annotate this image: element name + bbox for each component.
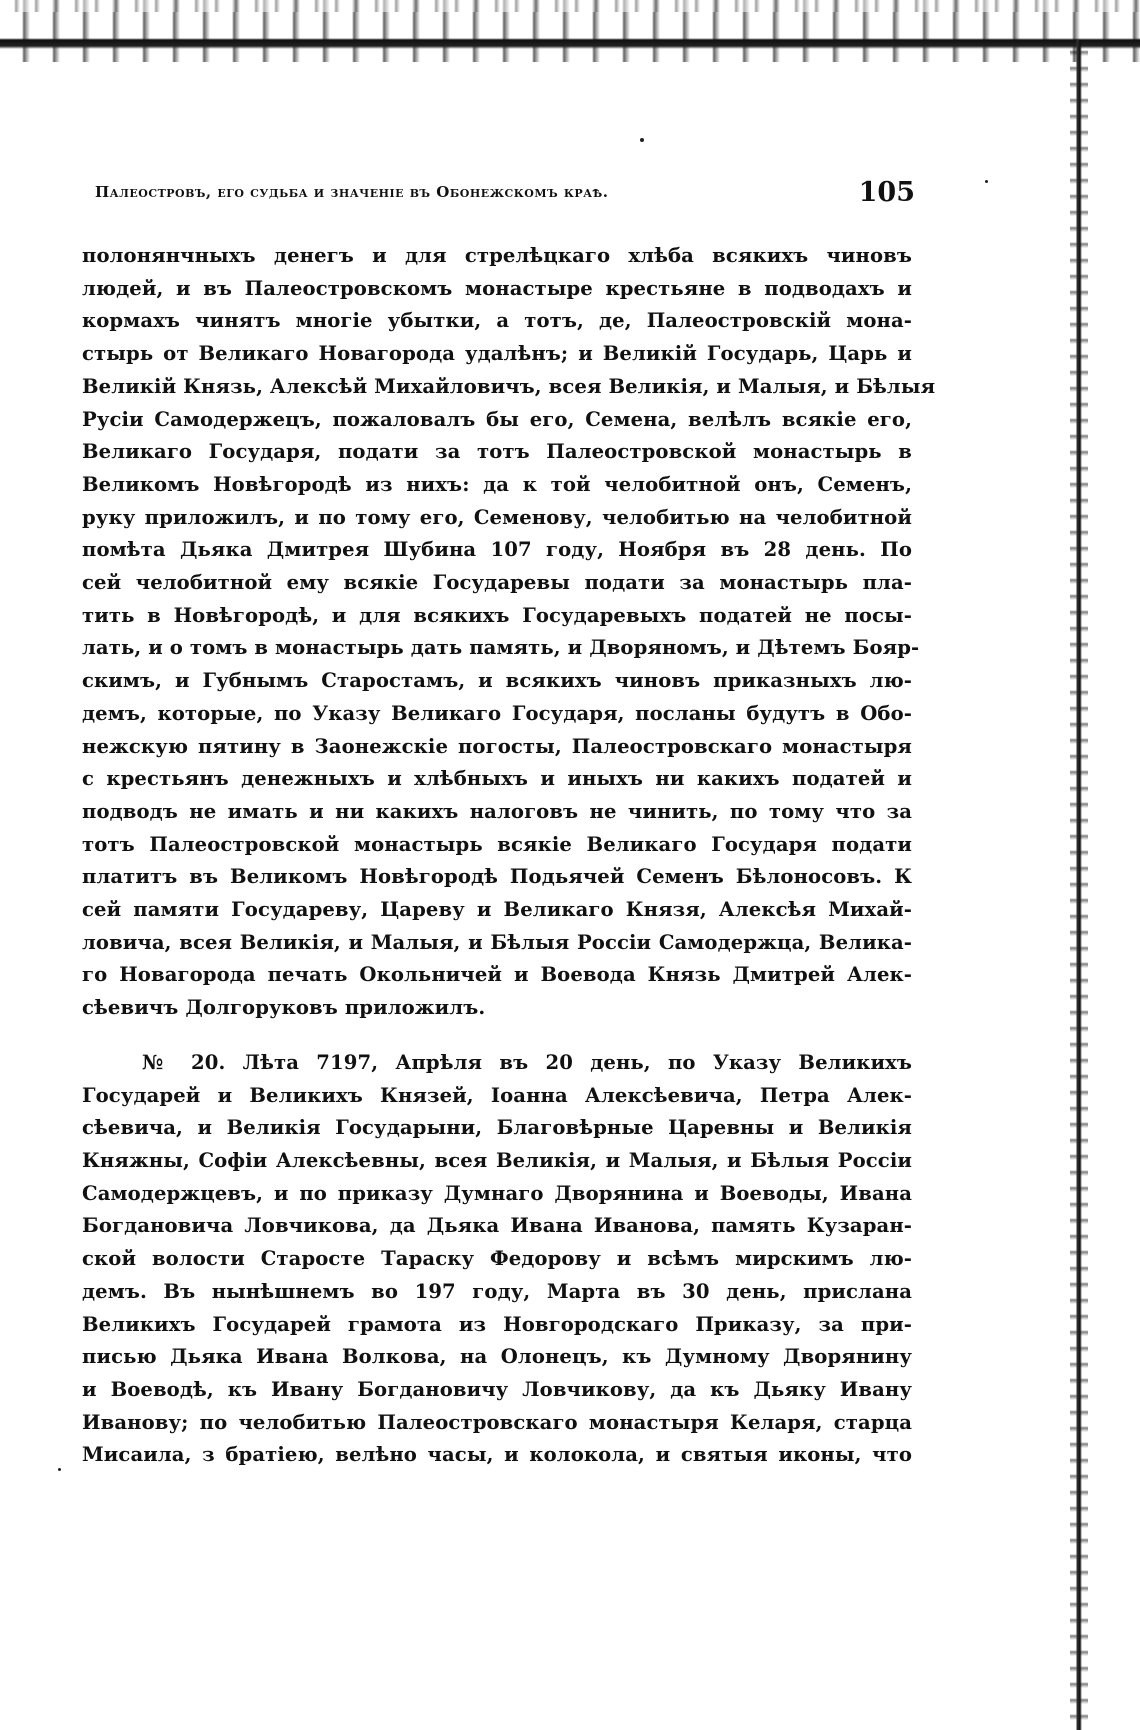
text-line: скимъ, и Губнымъ Старостамъ, и всякихъ чиновъ приказныхъ лю- [82,669,912,693]
text-line: Иванову; по челобитью Палеостровскаго монастыря Келаря, старца [82,1410,912,1434]
page-number: 105 [858,176,915,208]
scan-speck [58,1468,61,1471]
text-line: сѣевичъ Долгоруковъ приложилъ. [82,996,486,1020]
text-line: демъ. Въ нынѣшнемъ во 197 году, Марта въ 30 день, прислана [82,1279,912,1303]
text-line: ловича, всея Великія, и Малыя, и Бѣлыя Россіи Самодержца, Велика- [82,930,912,954]
text-line: демъ, которые, по Указу Великаго Государя, посланы будутъ в Обо- [82,701,912,725]
scan-top-edge [0,0,1140,62]
text-line: сѣевича, и Великія Государыни, Благовѣрные Царевны и Великія [82,1116,912,1140]
text-line: тить в Новѣгородѣ, и для всякихъ Государевыхъ податей не посы- [82,603,912,627]
text-line: подводъ не имать и ни какихъ налоговъ не чинить, по тому что за [82,799,912,823]
scan-right-edge [1070,40,1088,1730]
text-line: № 20. Лѣта 7197, Апрѣля въ 20 день, по Указу Великихъ [142,1050,912,1074]
text-line: го Новагорода печать Окольничей и Воевода Князь Дмитрей Алек- [82,963,912,987]
text-line: Великомъ Новѣгородѣ из нихъ: да к той челобитной онъ, Семенъ, [82,472,912,496]
text-line: сей челобитной ему всякіе Государевы подати за монастырь пла- [82,571,912,595]
page-header [95,172,935,212]
text-line: полонянчныхъ денегъ и для стрелѣцкаго хлѣба всякихъ чиновъ [82,244,912,267]
text-line: Великій Князь, Алексѣй Михайловичъ, всея Великія, и Малыя, и Бѣлыя [82,374,936,398]
text-line: Княжны, Софіи Алексѣевны, всея Великія, и Малыя, и Бѣлыя Россіи [82,1148,912,1172]
text-line: помѣта Дьяка Дмитрея Шубина 107 году, Ноября въ 28 день. По [82,538,912,562]
text-line: лать, и о томъ в монастырь дать память, и Дворяномъ, и Дѣтемъ Бояр- [82,636,920,660]
text-line: Великихъ Государей грамота из Новгородскаго Приказу, за при- [82,1312,912,1336]
text-line: и Воеводѣ, къ Ивану Богдановичу Ловчикову, да къ Дьяку Ивану [82,1377,912,1401]
scan-speck [985,180,988,183]
text-line: нежскую пятину в Заонежскіе погосты, Палеостровскаго монастыря [82,734,912,758]
text-line: тотъ Палеостровской монастырь всякіе Великаго Государя подати [82,832,912,856]
text-line: стырь от Великаго Новагорода удалѣнъ; и Великій Государь, Царь и [82,342,912,366]
text-line: Богдановича Ловчикова, да Дьяка Ивана Иванова, память Кузаран- [82,1214,912,1238]
paragraph-1 [82,240,936,1025]
scan-speck [640,138,644,142]
paragraph-2 [82,1047,912,1472]
text-line: руку приложилъ, и по тому его, Семенову, челобитью на челобитной [82,505,912,529]
text-line: Самодержцевъ, и по приказу Думнаго Дворянина и Воеводы, Ивана [82,1181,912,1205]
text-line: людей, и въ Палеостровскомъ монастыре крестьяне в подводахъ и [82,276,912,300]
text-line: платитъ въ Великомъ Новѣгородѣ Подьячей Семенъ Бѣлоносовъ. К [82,865,912,889]
text-line: с крестьянъ денежныхъ и хлѣбныхъ и иныхъ ни какихъ податей и [82,767,912,791]
body-text [82,240,936,1472]
text-line: ской волости Старосте Тараску Федорову и всѣмъ мирскимъ лю- [82,1247,912,1271]
text-line: сей памяти Государеву, Цареву и Великаго Князя, Алексѣя Михай- [82,898,912,922]
text-line: Русіи Самодержецъ, пожаловалъ бы его, Семена, велѣлъ всякіе его, [82,407,912,431]
text-line: кормахъ чинятъ многіе убытки, а тотъ, де, Палеостровскій мона- [82,309,912,333]
text-line: Великаго Государя, подати за тотъ Палеостровской монастырь в [82,440,912,464]
text-line: писью Дьяка Ивана Волкова, на Олонецъ, къ Думному Дворянину [82,1345,912,1369]
text-line: Мисаила, з братіею, велѣно часы, и колокола, и святыя иконы, что [82,1443,912,1467]
running-title: Палеостровъ, его судьба и значеніе въ Обонежскомъ краѣ. [95,183,609,201]
text-line: Государей и Великихъ Князей, Іоанна Алексѣевича, Петра Алек- [82,1083,912,1107]
